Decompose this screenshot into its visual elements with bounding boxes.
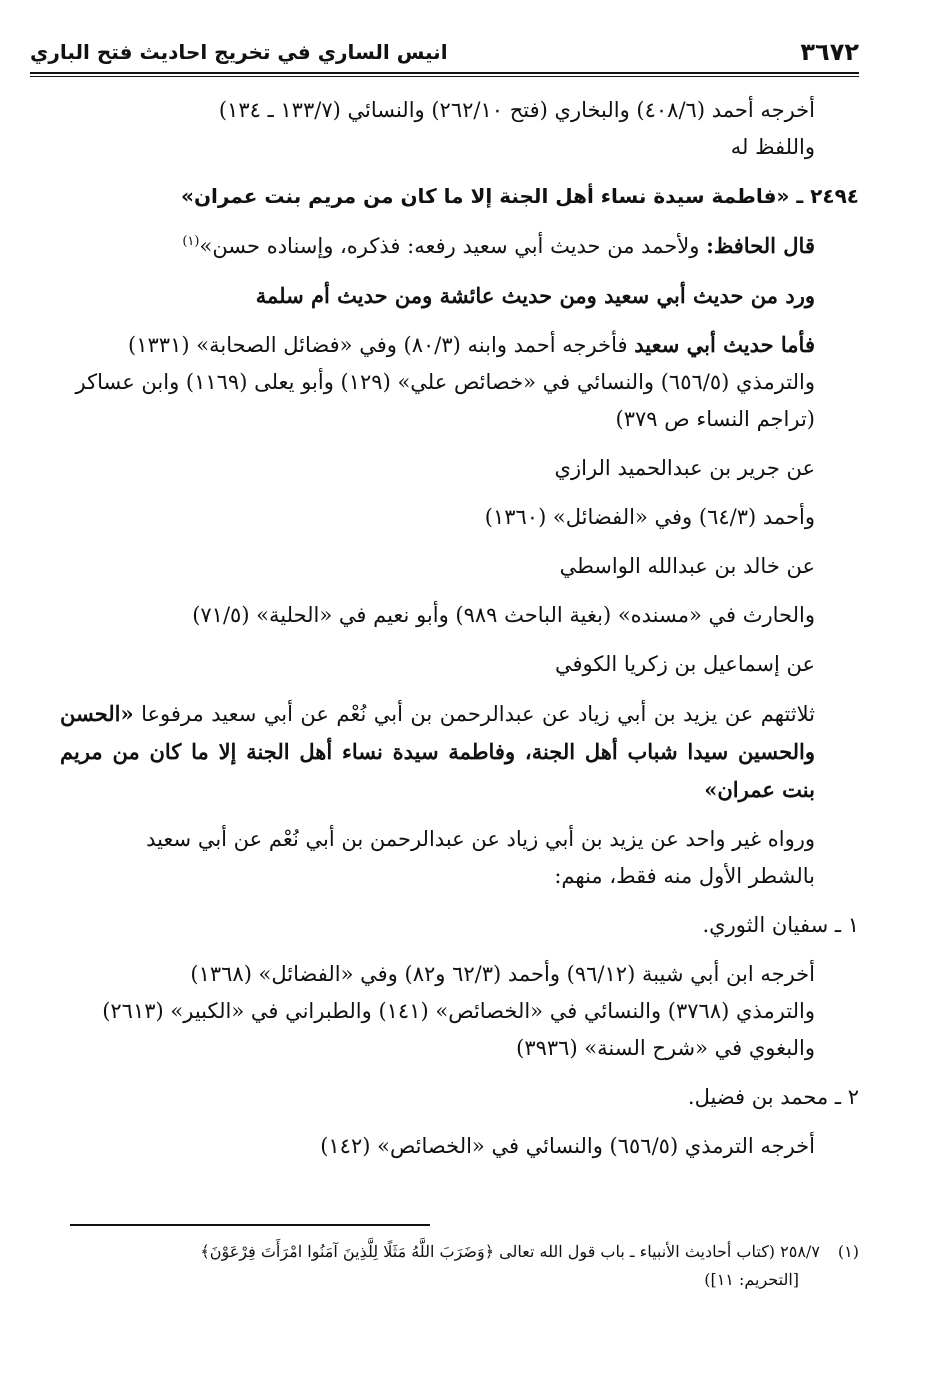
header-rule — [30, 72, 859, 74]
header-rule-thin — [30, 76, 859, 77]
text-line: أخرجه أحمد (٤٠٨/٦) والبخاري (فتح ٢٦٢/١٠) والنسائي (١٣٣/٧ ـ ١٣٤) — [218, 98, 815, 122]
book-title: انيس الساري في تخريج احاديث فتح الباري — [30, 40, 448, 64]
footnote-rule — [70, 1224, 430, 1226]
text-line: ورد من حديث أبي سعيد ومن حديث عائشة ومن حديث أم سلمة — [255, 283, 815, 308]
paragraph-takhrij-1 — [60, 92, 859, 166]
text-line: فأخرجه أحمد وابنه (٨٠/٣) وفي «فضائل الصحابة» (١٣٣١) — [128, 333, 628, 357]
chain-line: عن خالد بن عبدالله الواسطي — [559, 554, 815, 578]
chain-line: وأحمد (٦٤/٣) وفي «الفضائل» (١٣٦٠) — [484, 505, 815, 529]
footnote-line-2: [التحريم: ١١]) — [704, 1270, 799, 1289]
main-text — [60, 92, 859, 1177]
text-line: والترمذي (٣٧٦٨) والنسائي في «الخصائص» (١٤١) والطبراني في «الكبير» (٢٦١٣) — [102, 999, 815, 1023]
text-line: ورواه غير واحد عن يزيد بن أبي زياد عن عبدالرحمن بن أبي نُعْم عن أبي سعيد — [146, 827, 815, 851]
paragraph-rawah — [60, 821, 859, 895]
text-line: ثلاثتهم عن يزيد بن أبي زياد عن عبدالرحمن بن أبي نُعْم عن أبي سعيد مرفوعا — [141, 702, 815, 726]
paragraph-matn — [60, 695, 859, 809]
paragraph-warad — [60, 277, 859, 314]
footnote-ref: (١) — [182, 234, 200, 249]
matn-text: «الحسن والحسين سيدا شباب أهل الجنة، وفاطمة سيدة نساء أهل الجنة إلا ما كان من مريم بنت عمران» — [60, 701, 815, 802]
hadith-heading-text: ٢٤٩٤ ـ «فاطمة سيدة نساء أهل الجنة إلا ما كان من مريم بنت عمران» — [181, 184, 859, 208]
page-header — [30, 34, 859, 70]
page-number: ٣٦٧٢ — [800, 38, 859, 66]
hafiz-text: ولأحمد من حديث أبي سعيد رفعه: فذكره، وإسناده حسن» — [199, 234, 700, 258]
paragraph-hafiz — [60, 227, 859, 265]
text-line: والترمذي (٦٥٦/٥) والنسائي في «خصائص علي» (١٢٩) وأبو يعلى (١١٦٩) وابن عساكر — [75, 370, 815, 394]
chain-line: عن جرير بن عبدالحميد الرازي — [554, 456, 815, 480]
footnote-number: (١) — [837, 1242, 859, 1261]
footnote — [60, 1238, 859, 1294]
text-line: والبغوي في «شرح السنة» (٣٩٣٦) — [516, 1036, 815, 1060]
paragraph-item2-takhrij: أخرجه الترمذي (٦٥٦/٥) والنسائي في «الخصائص» (١٤٢) — [320, 1134, 815, 1158]
hadith-heading — [60, 178, 859, 215]
text-line: (تراجم النساء ص ٣٧٩) — [615, 407, 815, 431]
paragraph-abu-said — [60, 326, 859, 438]
footnote-text: ٢٥٨/٧ (كتاب أحاديث الأنبياء ـ باب قول الله تعالى ﴿وَضَرَبَ اللَّهُ مَثَلًا لِلَّذِينَ آمَنُوا امْرَأَتَ فِرْعَوْنَ﴾ — [200, 1242, 820, 1261]
text-line: أخرجه ابن أبي شيبة (٩٦/١٢) وأحمد (٦٢/٣ و٨٢) وفي «الفضائل» (١٣٦٨) — [190, 962, 815, 986]
chain-line: عن إسماعيل بن زكريا الكوفي — [555, 652, 815, 676]
paragraph-item1-takhrij — [60, 956, 859, 1067]
bold-lead: فأما حديث أبي سعيد — [634, 332, 815, 357]
list-item: ١ ـ سفيان الثوري. — [702, 913, 859, 937]
text-line: بالشطر الأول منه فقط، منهم: — [554, 864, 815, 888]
text-line: واللفظ له — [730, 135, 815, 159]
list-item: ٢ ـ محمد بن فضيل. — [687, 1085, 859, 1109]
footnote-line — [60, 1238, 859, 1266]
chain-line: والحارث في «مسنده» (بغية الباحث ٩٨٩) وأبو نعيم في «الحلية» (٧١/٥) — [192, 603, 815, 627]
hafiz-label: قال الحافظ: — [706, 233, 815, 258]
